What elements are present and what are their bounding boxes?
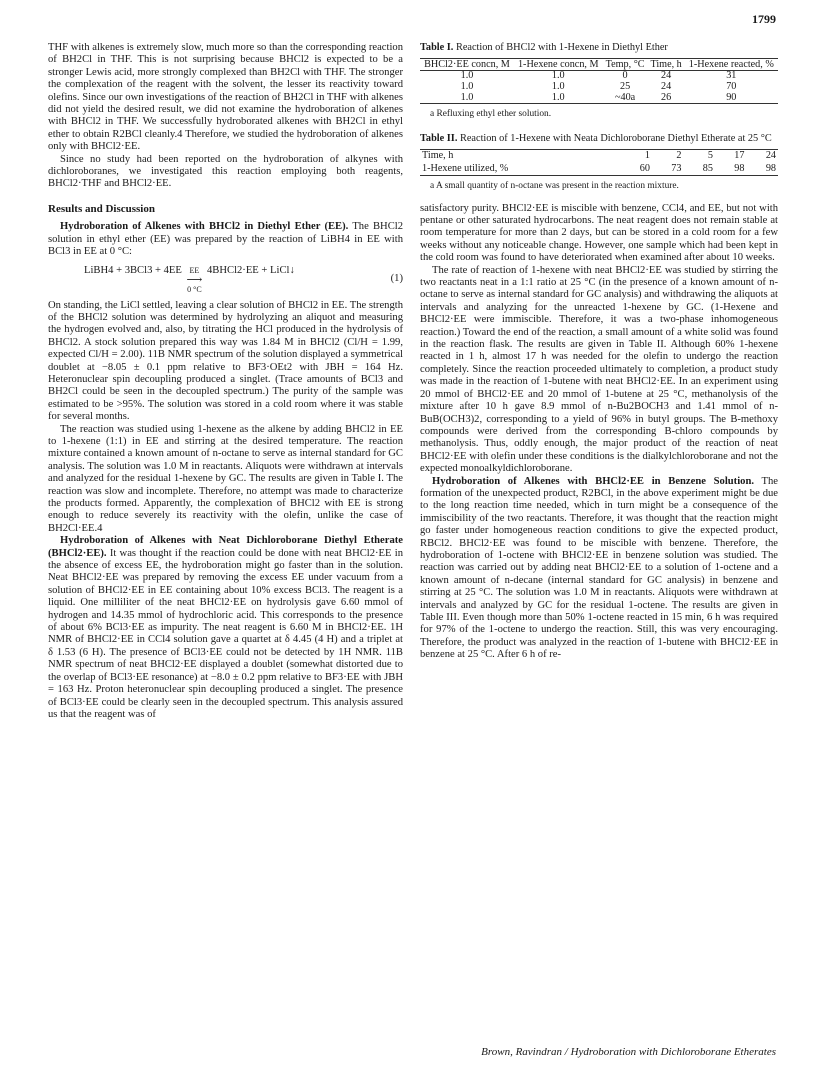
row-label: Time, h xyxy=(422,150,454,161)
table-cell: 1.0 xyxy=(460,70,474,82)
equation-rhs: 4BHCl2·EE + LiCl↓ xyxy=(206,264,295,276)
reaction-arrow xyxy=(187,266,203,294)
paragraph: Since no study had been reported on the hydroboration of alkynes with dichloroboranes, we investigated this reaction employing both reagents, BHCl2·THF and BHCl2·EE. xyxy=(48,153,403,190)
subsection-title: Hydroboration of Alkenes with BHCl2 in Diethyl Ether (EE). xyxy=(60,221,349,233)
table-2 xyxy=(420,133,778,193)
left-column xyxy=(48,42,403,721)
table-cell: 0 xyxy=(622,70,628,82)
table-cell: 24 xyxy=(661,70,672,82)
paragraph-text: It was thought if the reaction could be done with neat BHCl2·EE in the absence of excess EE, the hydroboration might go faster than in the solution. Neat BHCl2·EE was prepared by removing the excess EE under vacuum from a solution of BHCl2·EE in EE containing about 10% excess BCl3. The reagent is a liquid. One milliliter of the neat BHCl2·EE on hydrolysis gave 6.60 mmol of hydrogen and 14.35 mmol of hydrochloric acid. This corresponds to the presence of about 6% BCl3·EE as impurity. The neat reagent is 6.60 M in BHCl2·EE. 1H NMR of BHCl2·EE in CCl4 solution gave a quartet at δ 4.45 (4 H) and a triplet at δ 1.53 (6 H). The presence of BCl3·EE could not be detected by 1H NMR. 11B NMR spectrum of neat BHCl2·EE displayed a doublet (somewhat distorted due to the overlap of BCl3·EE resonance) at −8.0 ± 0.2 ppm relative to BF3·EE with JBH = 163 Hz. Proton heteronuclear spin decoupling produced a singlet. The presence of BCl3·EE could be clearly seen in the decoupled spectrum. This analysis assured us that the reagent was of xyxy=(48,547,403,720)
running-footer: Brown, Ravindran / Hydroboration with Dichloroborane Etherates xyxy=(481,1046,776,1058)
table-cell: 60 xyxy=(639,162,650,174)
column-header: Time, h xyxy=(648,59,685,71)
table-cell: ~40a xyxy=(614,91,636,103)
column-header: 1-Hexene concn, M xyxy=(514,59,603,71)
table-header-row xyxy=(420,59,778,71)
table-cell: 24 xyxy=(765,150,776,161)
table-cell: 1 xyxy=(644,150,650,161)
table-caption: Reaction of 1-Hexene with Neata Dichloroborane Diethyl Etherate at 25 °C xyxy=(459,132,772,144)
column-header: 1-Hexene reacted, % xyxy=(685,59,778,71)
table-cell: 70 xyxy=(726,81,737,92)
row-label: 1-Hexene utilized, % xyxy=(422,162,509,174)
paragraph xyxy=(48,221,403,258)
table-cell: 1.0 xyxy=(551,81,565,92)
table-footnote: a Refluxing ethyl ether solution. xyxy=(430,109,552,120)
page-number: 1799 xyxy=(752,12,776,26)
table-cell: 1.0 xyxy=(551,70,565,82)
subsection-title: Hydroboration of Alkenes with BHCl2·EE in Benzene Solution. xyxy=(432,475,754,487)
table-cell: 5 xyxy=(707,150,713,161)
arrow-icon: ⟶ xyxy=(186,273,203,286)
table xyxy=(420,58,778,104)
column-header: BHCl2·EE concn, M xyxy=(420,59,514,71)
section-heading: Results and Discussion xyxy=(48,202,155,215)
table-row xyxy=(420,82,778,93)
paragraph: THF with alkenes is extremely slow, much more so than the corresponding reaction of BH2Cl in THF. This is not surprising because BHCl2 is expected to be a stronger Lewis acid, more strongly complexed than BH2Cl with THF. The stronger the complexation of the reagent with the solvent, the lesser its reactivity toward olefins. Since our own investigations of the reaction of BH2Cl in THF with alkenes did not yield the desired result, we did not examine the hydroboration of alkenes with BHCl2 in THF. We successfully hydroborated alkenes with BH2Cl in ethyl ether to obtain R2BCl cleanly.4 Therefore, we studied the hydroboration of alkenes only with BHCl2·EE. xyxy=(48,42,403,153)
arrow-below: 0 °C xyxy=(187,284,202,294)
table-cell: 26 xyxy=(661,91,672,103)
table-cell: 90 xyxy=(726,91,737,103)
table-1 xyxy=(420,42,778,121)
table-footnote: a A small quantity of n-octane was present in the reaction mixture. xyxy=(430,181,679,192)
table-row xyxy=(420,150,778,163)
table-row xyxy=(420,71,778,82)
paragraph: satisfactory purity. BHCl2·EE is miscible with benzene, CCl4, and EE, but not with pentane or other saturated hydrocarbons. The neat reagent does not remain stable at room temperature for more than 2 days, but can be stored in a cold room for a few weeks without any noticeable change. However, one sample which had been kept in the cold room was found to have deteriorated when examined after about 10 weeks. xyxy=(420,202,778,264)
table-title xyxy=(420,133,778,145)
paragraph: On standing, the LiCl settled, leaving a clear solution of BHCl2 in EE. The strength of the BHCl2 solution was determined by hydrolyzing an aliquot and measuring the hydrogen evolved and, also, by titrating the HCl produced in the hydrolysis of BHCl2. A stock solution prepared this way was 1.84 M in BHCl2 (Cl/H = 1.99, expected Cl/H = 2.00). 11B NMR spectrum of the solution displayed a symmetrical doublet at −8.05 ± 0.1 ppm relative to BF3·OEt2 with JBH = 164 Hz. Heteronuclear spin decoupling produced a singlet. (Trace amounts of BCl3 and BH2Cl could be seen in the decoupled spectrum.) The purity of the sample was estimated to be >95%. The solution was stored in a cold room where it was stable for several months. xyxy=(48,299,403,423)
equation-lhs: LiBH4 + 3BCl3 + 4EE xyxy=(84,264,182,276)
table-cell: 1.0 xyxy=(460,91,474,103)
equation-body xyxy=(84,265,295,294)
table-cell: 1.0 xyxy=(551,91,565,103)
table-row xyxy=(420,93,778,104)
column-header: Temp, °C xyxy=(603,59,648,71)
table-cell: 24 xyxy=(661,81,672,92)
right-column xyxy=(420,42,778,662)
table-caption: Reaction of BHCl2 with 1-Hexene in Diethyl Ether xyxy=(455,42,668,53)
table-cell: 1.0 xyxy=(460,81,474,92)
paragraph xyxy=(48,535,403,721)
table-label: Table II. xyxy=(420,132,458,144)
table-row xyxy=(420,163,778,176)
table-title xyxy=(420,42,778,54)
table-label: Table I. xyxy=(420,42,454,53)
paragraph: The rate of reaction of 1-hexene with neat BHCl2·EE was studied by stirring the two reactants neat in a 1:1 ratio at 25 °C (in the presence of a known amount of n-octane to serve as internal standard for GC analysis) and withdrawing the aliquots at intervals and analyzing for the unreacted 1-hexene by GC. (1-Hexene and BHCl2·EE were immiscible. Therefore, it was a two-phase inhomogeneous reaction.) Toward the end of the reaction, a small amount of a white solid was found in the reaction flask. The results are given in Table II. Although 60% 1-hexene reacted in 1 h, almost 17 h was needed for the olefin to undergo the reaction completely. Since the reaction proceeded ultimately to completion, a product study was made in the reaction of 1-butene with neat BHCl2·EE. In an experiment using 20 mmol of BHCl2·EE and 20 mmol of 1-butene at 25 °C, methanolysis of the mixture after 10 h gave 8.9 mmol of n-Bu2BOCH3 and 1.41 mmol of n-BuB(OCH3)2, corresponding to a yield of 96% in butyl groups. The B-methoxy compounds were derived from the corresponding B-chloro compounds by methanolysis. Thus, oddly enough, the major product of the reaction of neat BHCl2·EE with olefin under these conditions is the dialkylchloroborane and not the expected monoalkyldichloroborane. xyxy=(420,264,778,475)
equation-number: (1) xyxy=(390,272,403,284)
table xyxy=(420,149,778,176)
table-cell: 85 xyxy=(702,162,713,174)
paragraph: The reaction was studied using 1-hexene as the alkene by adding BHCl2 in EE to 1-hexene (1:1) in EE and stirring at the desired temperature. The reaction mixture contained a known amount of n-octane to serve as internal standard for GC analysis. The solution was 1.0 M in reactants. Aliquots were withdrawn at intervals and analyzed for the residual 1-hexene by GC. The results are given in Table I. The reaction was slow and incomplete. Therefore, no attempt was made to characterize the products formed. Apparently, the complexation of BHCl2 with EE is strong enough to reduce severely its reactivity with the olefin, unlike the case of BH2Cl·EE.4 xyxy=(48,423,403,534)
table-cell: 25 xyxy=(620,81,631,92)
table-cell: 98 xyxy=(734,162,745,174)
arrow-above: EE xyxy=(189,265,200,275)
equation xyxy=(48,265,403,294)
subsection-title: Hydroboration of Alkenes with Neat Dichloroborane Diethyl Etherate (BHCl2·EE). xyxy=(48,535,403,559)
table-cell: 17 xyxy=(734,150,745,161)
table-cell: 73 xyxy=(671,162,682,174)
paragraph-text: The formation of the unexpected product, R2BCl, in the above experiment might be due to the long reaction time needed, which in turn might be a consequence of the immiscibility of the two reactants. Therefore, it was thought that the reaction might go faster under homogeneous reaction conditions to give the expected product, RBCl2. BHCl2·EE was found to be miscible with benzene. Therefore, the hydroboration of 1-octene with BHCl2·EE in benzene solution was studied. The reaction was carried out by adding neat BHCl2·EE to a solution of 1-octene and a known amount of n-decane (internal standard for GC analysis) in benzene and stirring at 25 °C. The solution was 1.0 M in reactants. Aliquots were withdrawn at intervals and analyzed by GC for the residual 1-octene. The results are given in Table III. Even though more than 50% 1-octene reacted in 15 min, 6 h was required for 97% of the 1-octene to undergo the reaction. Still, this was very encouraging. Therefore, the product was analyzed in the reaction of 1-butene with BHCl2·EE in benzene at 25 °C. After 6 h of re- xyxy=(420,475,779,661)
paragraph xyxy=(420,476,778,662)
paragraph-text: The BHCl2 solution in ethyl ether (EE) was prepared by the reaction of LiBH4 in EE with BCl3 in EE at 0 °C: xyxy=(48,221,403,258)
table-cell: 31 xyxy=(726,70,737,82)
table-cell: 98 xyxy=(765,162,776,174)
table-cell: 2 xyxy=(676,150,682,161)
